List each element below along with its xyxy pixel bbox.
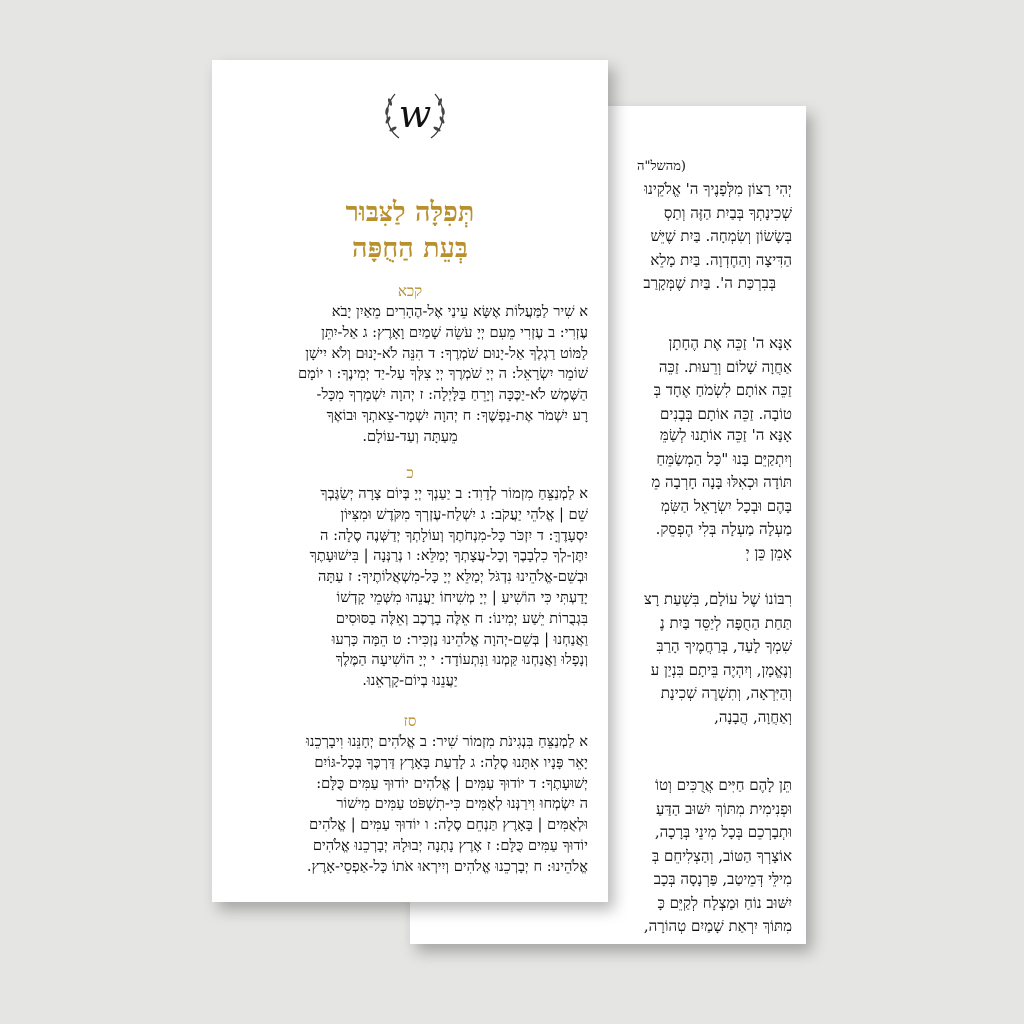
- verse-line: וַאֲנַחְנוּ | בְּשֵׁם-יְהוָה אֱלֹהֵינוּ נַזְכִּיר: ט הֵמָּה כָּרְעוּ: [331, 630, 588, 648]
- back-line: וְיִתְקַיֵּם בָּנוּ "כָּל הַמְשַׂמֵּחַ: [656, 449, 792, 468]
- back-line: תֵּן לָהֶם חַיִּים אֲרֻכִּים וְטוֹ: [655, 776, 792, 794]
- verse-line: א לַמְנַצֵּחַ בִּנְגִינֹת מִזְמוֹר שִׁיר: ב אֱלֹהִים יְחָנֵּנוּ וִיבָרְכֵנוּ: [306, 733, 588, 750]
- back-line: שִׁמְךָ לָעַד, בְּרַחֲמֶיךָ הָרַבִּ: [656, 637, 792, 655]
- back-line: אַחֲוָה שָׁלוֹם וְרֵעוּת. זַכֵּה: [658, 357, 792, 376]
- back-line: בְּבִרְכַּת ה'. בַּיִת שֶׁמְּקָרַב: [643, 274, 776, 292]
- verse-line: יוֹדוּךָ עַמִּים כֻּלָּם: ז אֶרֶץ נָתְנָה יְבוּלָהּ יְבָרְכֵנוּ אֱלֹהִים: [312, 836, 588, 854]
- verse-line: וּבְשֵׁם-אֱלֹהֵינוּ נִדְגֹּל יְמַלֵּא יְיָ כָּל-מִשְׁאֲלוֹתֶיךָ: ז עַתָּה: [317, 568, 588, 586]
- back-line: מִתּוֹךְ יִרְאַת שָׁמַיִם טְהוֹרָה,: [643, 917, 792, 935]
- verse-line: ה יִשְׂמְחוּ וִירַנְּנוּ לְאֻמִּים כִּי-תִשְׁפֹּט עַמִּים מִישׁוֹר: [336, 795, 588, 813]
- verse-line: א לַמְנַצֵּחַ מִזְמוֹר לְדָוִד: ב יַעַנְךָ יְיָ בְּיוֹם צָרָה יְשַׂגֶּבְךָ: [320, 485, 588, 502]
- back-line: בְּשָׂשׂוֹן וְשִׂמְחָה. בַּיִת שֶׁיֵּשׁ: [650, 227, 792, 245]
- back-line: וְאַחֲוָה, הֲבָנָה,: [714, 707, 792, 726]
- verse-line: שֵׁם | אֱלֹהֵי יַעֲקֹב: ג יִשְׁלַח-עֶזְרְךָ מִקֹּדֶשׁ וּמִצִּיּוֹן: [340, 505, 588, 523]
- back-line: בָּהֶם וּבְכָל יִשְׂרָאֵל הַשִּׂמְ: [660, 496, 792, 515]
- verse-line: יָאֵר פָּנָיו אִתָּנוּ סֶלָה: ג לָדַעַת בָּאָרֶץ דַּרְכֶּךָ בְּכָל-גּוֹיִם: [314, 753, 588, 771]
- back-paragraph-3: [651, 424, 792, 565]
- back-line: וּפְנִימִית מִתּוֹךְ יִשּׁוּב הַדַּעַ: [656, 799, 792, 818]
- monogram-letter: w: [398, 92, 432, 136]
- back-line: הַדִּיצָה וְהַחֶדְוָה. בַּיִת מָלֵא: [650, 250, 792, 269]
- back-line: וְנֶאֱמָן, וְיִהְיֶה בֵּיתָם בִּנְיַן ע: [650, 660, 792, 679]
- source-note: (מהשל"ה: [637, 159, 686, 174]
- psalm-67-text: [232, 732, 588, 878]
- verse-line: יְשׁוּעָתֶךָ: ד יוֹדוּךָ עַמִּים | אֱלֹהִים יוֹדוּךָ עַמִּים כֻּלָּם:: [316, 774, 588, 792]
- monogram-logo: [379, 80, 451, 152]
- back-line: תַּחַת הַחֻפָּה לְיַסֵּד בַּיִת נֶ: [659, 613, 792, 632]
- back-line: יִשּׁוּב נוֹחַ וּמַצְלָח לְקַיֵּם כָּ: [657, 893, 792, 912]
- psalm-121-text: [232, 302, 588, 448]
- back-line: תּוֹדָה וּכְאִלּוּ בָּנָה חָרְבָה מֵ: [651, 473, 792, 491]
- back-paragraph-1: [643, 178, 792, 296]
- back-paragraph-2: [654, 332, 792, 426]
- verse-line: א שִׁיר לַמַּעֲלוֹת אֶשָּׂא עֵינַי אֶל-הֶהָרִים מֵאַיִן יָבֹא: [331, 303, 588, 320]
- verse-line: מֵעַתָּה וְעַד-עוֹלָם.: [362, 427, 458, 445]
- psalm-121-heading: קכא: [397, 282, 423, 300]
- back-line: מַעְלָה מַעְלָה בְּלִי הֶפְסֵק.: [655, 520, 792, 538]
- verse-line: רָע יִשְׁמֹר אֶת-נַפְשֶׁךָ: ח יְהוָה יִשְׁמָר-צֵאתְךָ וּבוֹאֶךָ: [326, 406, 588, 424]
- back-line: יְהִי רָצוֹן מִלְּפָנֶיךָ ה' אֱלֹקֵינוּ: [644, 180, 792, 198]
- verse-line: עֶזְרִי: ב עֶזְרִי מֵעִם יְיָ עֹשֵׂה שָׁמַיִם וָאָרֶץ: ג אַל-יִתֵּן: [321, 323, 588, 341]
- psalm-20-heading: כ: [406, 464, 414, 482]
- verse-line: וְנָפָלוּ וַאֲנַחְנוּ קַּמְנוּ וַנִּתְעוֹדָד: י יְיָ הוֹשִׁיעָה הַמֶּלֶךְ: [335, 651, 588, 669]
- verse-line: יַעֲנֵנוּ בְיוֹם-קָרְאֵנוּ.: [362, 672, 458, 690]
- title-line-2: בְּעֵת הַחֻפָּה: [352, 233, 468, 264]
- back-line: שְׁכִינָתְךָ בְּבַיִת הַזֶּה וְתַסְ: [663, 203, 792, 222]
- back-line: אָנָּא ה' זַכֵּה אוֹתָנוּ לְשַׂמֵּ: [659, 426, 792, 444]
- verse-line: אֱלֹהֵינוּ: ח יְבָרְכֵנוּ אֱלֹהִים וְיִירְאוּ אֹתוֹ כָּל-אַפְסֵי-אָרֶץ.: [306, 857, 588, 875]
- back-line: אָנָּא ה' זַכֵּה אֶת הֶחָתָן: [668, 334, 792, 352]
- back-paragraph-5: [644, 774, 792, 939]
- back-line: זַכֵּה אוֹתָם לִשְׂמֹחַ אֶחָד בְּ: [653, 381, 792, 399]
- verse-line: בִּגְבֻרוֹת יֵשַׁע יְמִינוֹ: ח אֵלֶּה בָרֶכֶב וְאֵלֶּה בַסּוּסִים: [335, 609, 588, 627]
- verse-line: יִתֶּן-לְךָ כִלְבָבֶךָ וְכָל-עֲצָתְךָ יְמַלֵּא: ו נְרַנְּנָה | בִּישׁוּעָתֶךָ: [309, 547, 588, 565]
- back-line: אָמֵן כֵּן יְ: [745, 543, 792, 562]
- back-line: אוֹצָרְךָ הַטּוֹב, וְהַצְלִיחֵם בְּ: [651, 846, 792, 865]
- verse-line: שׁוֹמֵר יִשְׂרָאֵל: ה יְיָ שֹׁמְרֶךָ יְיָ צִלְּךָ עַל-יַד יְמִינֶךָ: ו יוֹמָם: [298, 365, 588, 383]
- back-line: וּתְבָרְכֵם בְּכָל מִינֵי בְּרָכָה,: [654, 823, 792, 841]
- front-card: [212, 60, 608, 902]
- verse-line: יִסְעָדֶךָּ: ד יִזְכֹּר כָּל-מִנְחֹתֶךָ וְעוֹלָתְךָ יְדַשְּׁנֶה סֶלָה: ה: [320, 526, 588, 544]
- verse-line: לַמּוֹט רַגְלֶךָ אַל-יָנוּם שֹׁמְרֶךָ: ד הִנֵּה לֹא-יָנוּם וְלֹא יִישָׁן: [305, 344, 588, 362]
- psalm-67-heading: סז: [403, 712, 417, 730]
- back-line: וְהַיִּרְאָה, וְתִשְׁרֶה שְׁכִינָת: [660, 684, 792, 702]
- verse-line: הַשֶּׁמֶשׁ לֹא-יַכֶּכָּה וְיָרֵחַ בַּלָּיְלָה: ז יְהוָה יִשְׁמָרְךָ מִכָּל-: [316, 386, 588, 404]
- back-line: טוֹבָה. זַכֵּה אוֹתָם בְּבָנִים: [660, 404, 792, 423]
- verse-line: וּלְאֻמִּים | בָּאָרֶץ תַּנְחֵם סֶלָה: ו יוֹדוּךָ עַמִּים | אֱלֹהִים: [309, 816, 588, 834]
- back-line: רִבּוֹנוֹ שֶׁל עוֹלָם, בִּשְׁעַת רָצ: [643, 590, 792, 608]
- back-line: מִילֵּי דְּמֵיטַב, פַּרְנָסָה בְּכָב: [653, 870, 792, 888]
- title-line-1: תְּפִלָּה לַצִּבּוּר: [345, 197, 475, 228]
- psalm-20-text: [232, 484, 588, 692]
- verse-line: יָדַעְתִּי כִּי הוֹשִׁיעַ | יְיָ מְשִׁיחוֹ יַעֲנֵהוּ מִשְּׁמֵי קָדְשׁוֹ: [336, 588, 588, 606]
- back-paragraph-4: [644, 588, 792, 729]
